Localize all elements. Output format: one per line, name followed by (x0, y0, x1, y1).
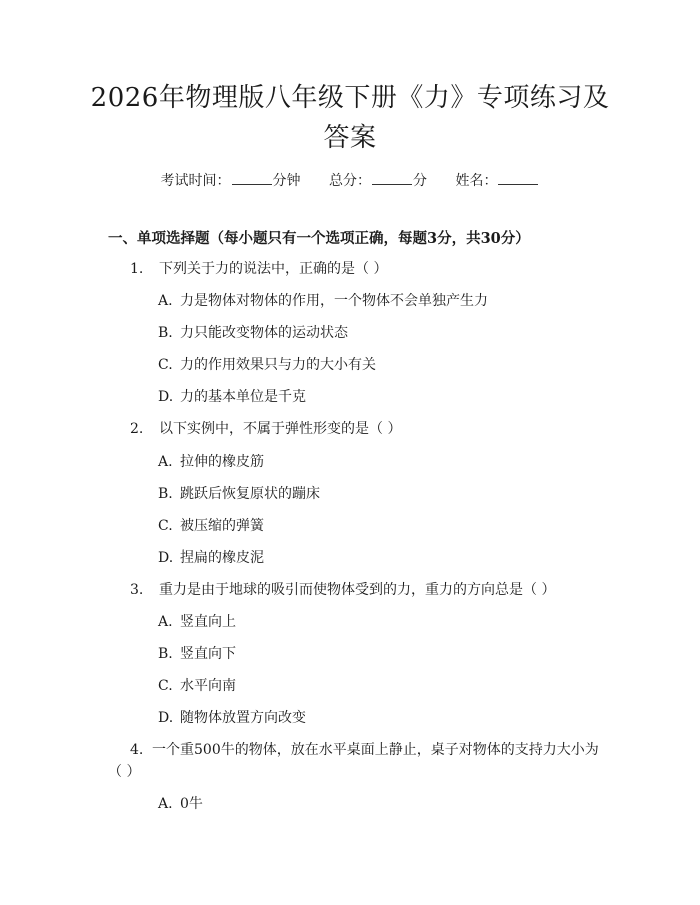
option-2b (158, 484, 320, 504)
exam-time-label: 考试时间： (160, 173, 231, 189)
student-name-label: 姓名： (455, 173, 498, 189)
option-text: 竖直向上 (180, 614, 236, 630)
option-text: 力只能改变物体的运动状态 (180, 325, 348, 341)
option-1b (158, 323, 348, 343)
page-title (90, 78, 610, 158)
exam-time (161, 170, 301, 191)
student-name (455, 170, 539, 191)
question-number: 2. (130, 421, 144, 437)
option-1d (158, 387, 306, 407)
option-letter: A. (158, 796, 173, 812)
option-text: 力的作用效果只与力的大小有关 (180, 357, 376, 373)
title-line-2: 答案 (323, 123, 377, 153)
option-letter: D. (158, 389, 174, 405)
title-line-1: 2026年物理版八年级下册《力》专项练习及 (90, 83, 610, 113)
option-letter: A. (158, 454, 173, 470)
option-3b (158, 644, 236, 664)
option-text: 拉伸的橡皮筋 (180, 454, 264, 470)
option-4a (158, 794, 203, 814)
option-letter: B. (158, 486, 173, 502)
question-4 (108, 739, 608, 783)
question-number: 4. (130, 742, 144, 758)
option-2a (158, 452, 264, 472)
option-text: 捏扁的橡皮泥 (180, 550, 264, 566)
option-letter: A. (158, 614, 173, 630)
option-text: 随物体放置方向改变 (180, 710, 306, 726)
option-2c (158, 516, 264, 536)
option-letter: D. (158, 710, 174, 726)
option-3d (158, 708, 306, 728)
question-text: 重力是由于地球的吸引而使物体受到的力，重力的方向总是（ ） (159, 582, 556, 598)
exam-time-unit: 分钟 (272, 173, 301, 189)
question-text: 以下实例中，不属于弹性形变的是（ ） (159, 421, 402, 437)
question-text: 一个重500牛的物体，放在水平桌面上静止，桌子对物体的支持力大小为（ ） (108, 742, 599, 780)
option-letter: A. (158, 293, 173, 309)
option-letter: B. (158, 325, 173, 341)
total-score-blank (372, 170, 412, 185)
question-text: 下列关于力的说法中，正确的是（ ） (159, 261, 388, 277)
option-text: 水平向南 (180, 678, 236, 694)
option-text: 力是物体对物体的作用，一个物体不会单独产生力 (180, 293, 488, 309)
option-2d (158, 548, 264, 568)
question-number: 1. (130, 261, 144, 277)
option-text: 力的基本单位是千克 (180, 389, 306, 405)
option-1c (158, 355, 376, 375)
option-3a (158, 612, 236, 632)
option-3c (158, 676, 236, 696)
option-letter: B. (158, 646, 173, 662)
question-number: 3. (130, 582, 144, 598)
option-1a (158, 291, 488, 311)
option-letter: C. (158, 518, 173, 534)
option-letter: C. (158, 357, 173, 373)
option-text: 0牛 (180, 796, 203, 812)
student-name-blank (498, 170, 538, 185)
total-score-label: 总分： (329, 173, 371, 189)
option-letter: C. (158, 678, 173, 694)
section-heading-single-choice: 一、单项选择题（每小题只有一个选项正确，每题3分，共30分） (108, 230, 530, 247)
exam-time-blank (232, 170, 272, 185)
total-score (329, 170, 427, 191)
option-text: 跳跃后恢复原状的蹦床 (180, 486, 320, 502)
total-score-unit: 分 (413, 173, 427, 189)
option-text: 被压缩的弹簧 (180, 518, 264, 534)
option-letter: D. (158, 550, 174, 566)
exam-meta (0, 170, 700, 191)
option-text: 竖直向下 (180, 646, 236, 662)
